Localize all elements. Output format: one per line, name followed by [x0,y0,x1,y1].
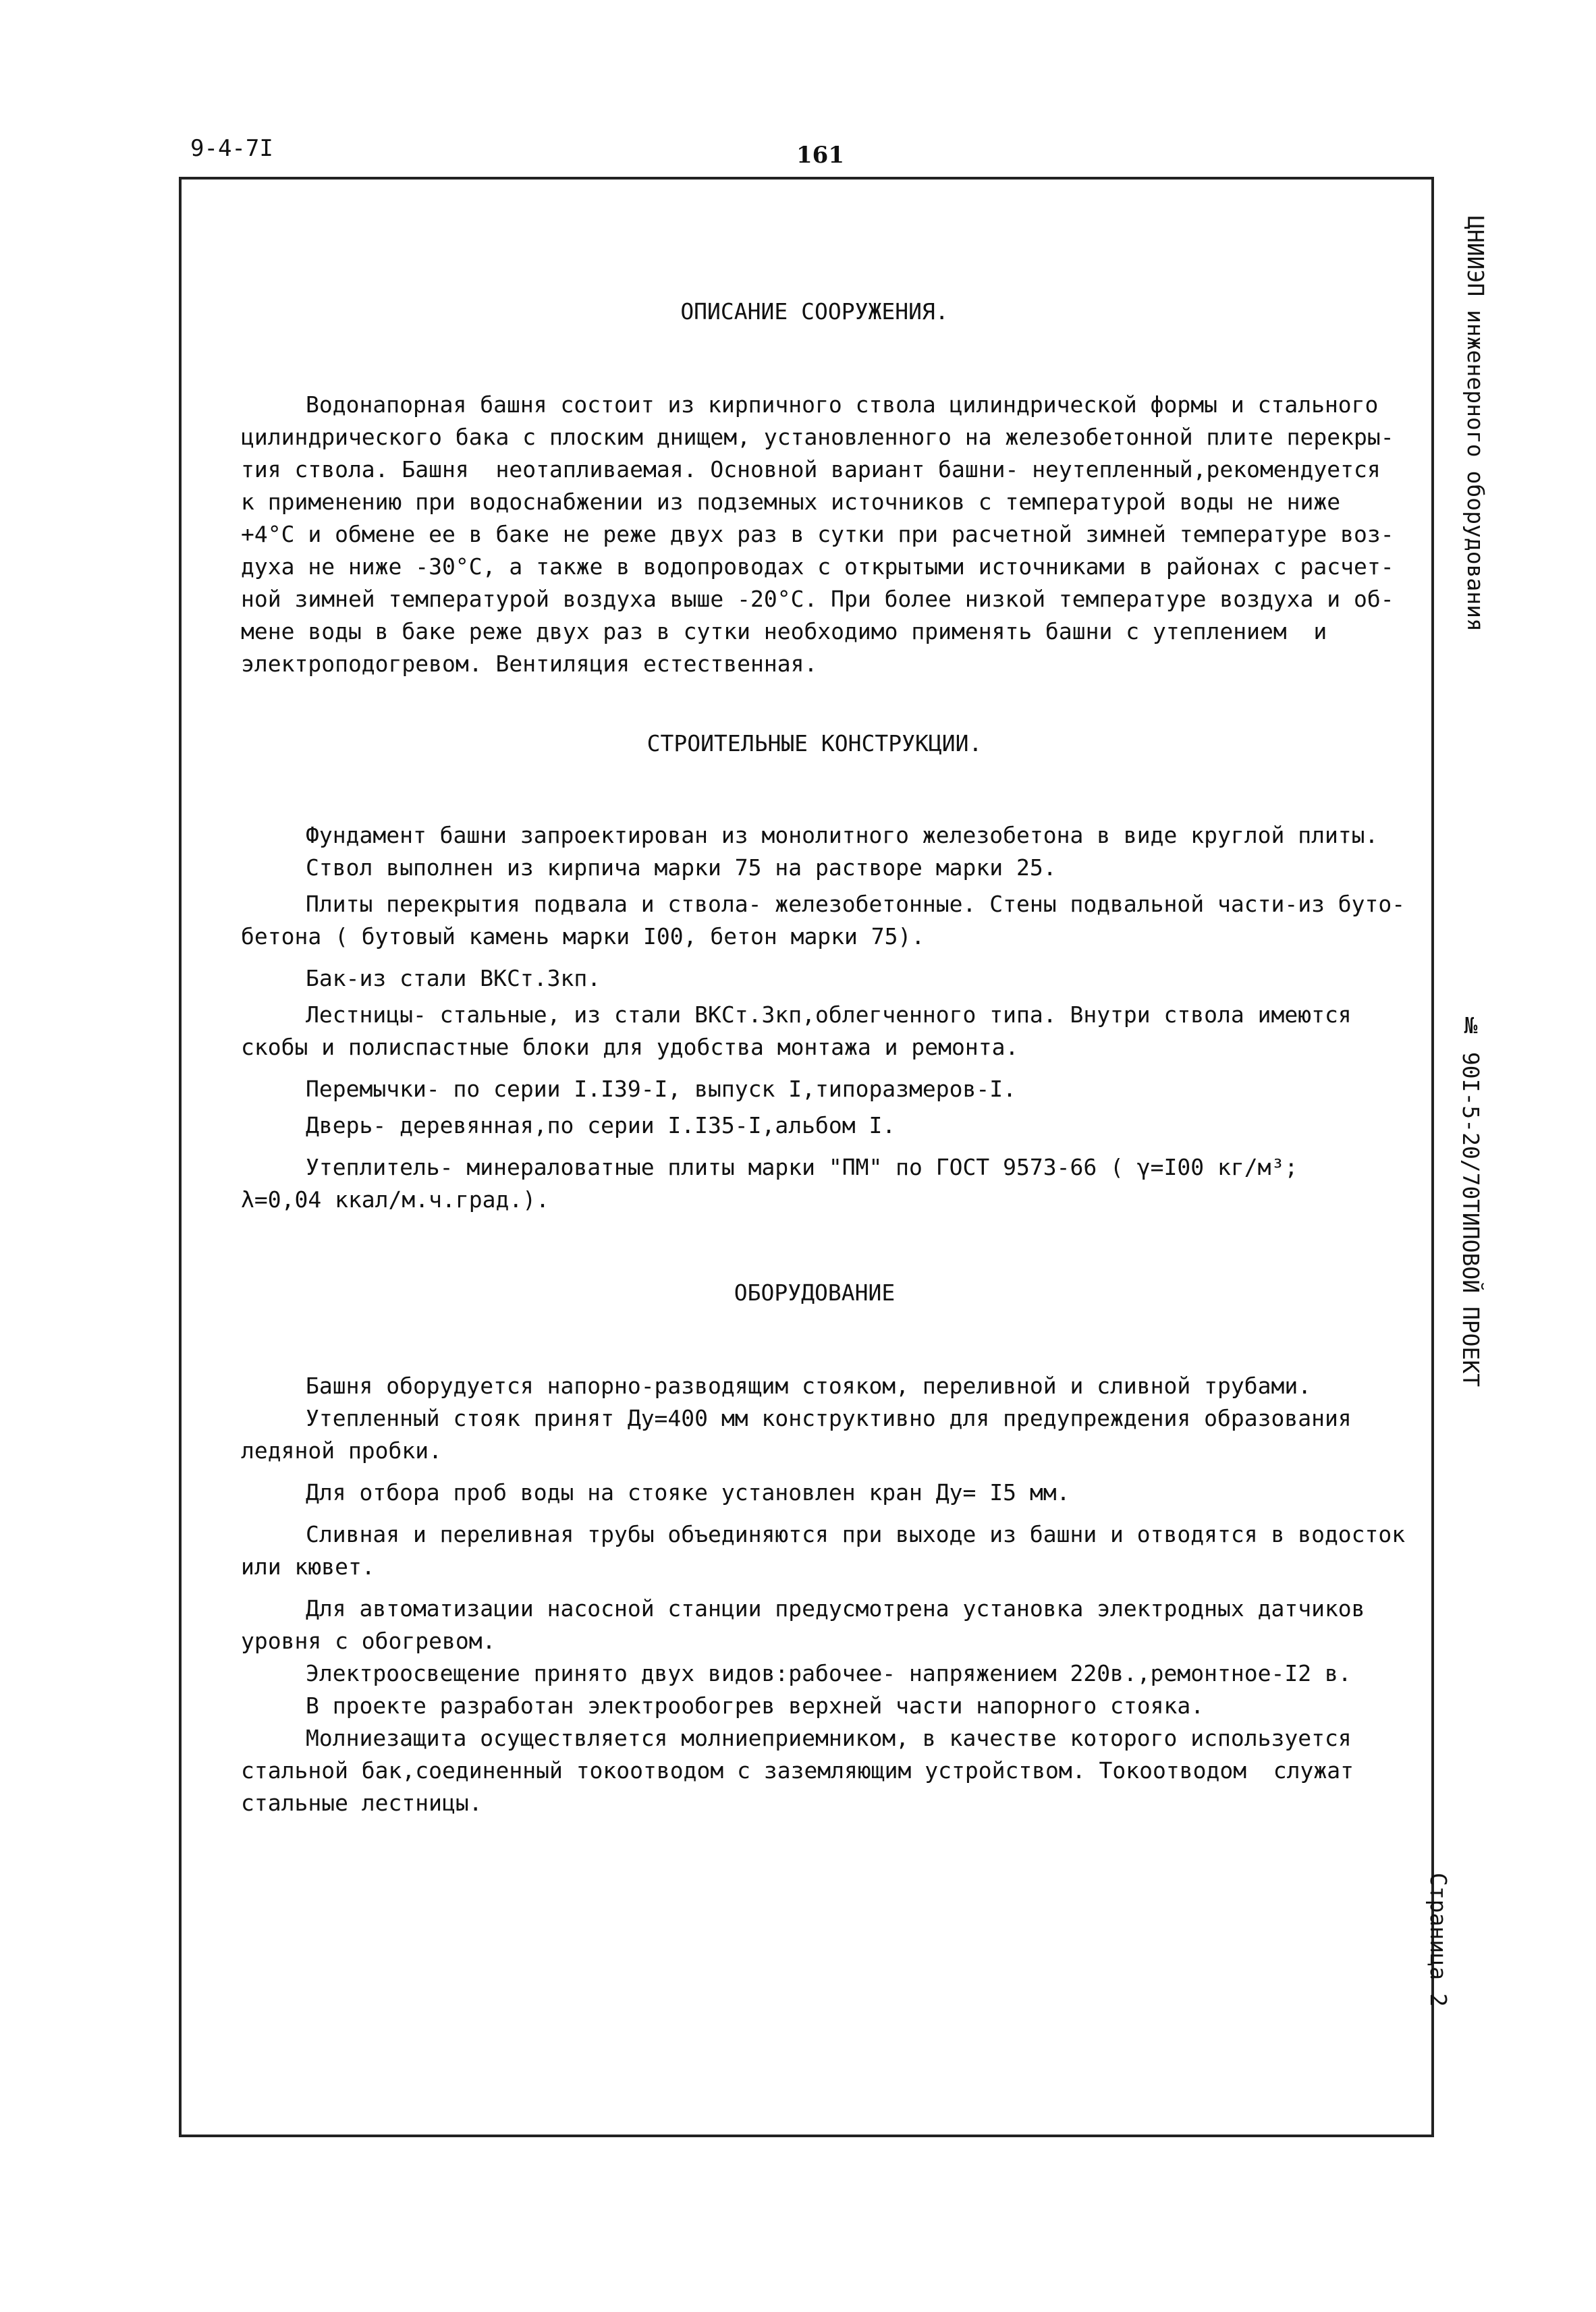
equipment-line: стальные лестницы. [241,1790,483,1816]
equipment-line: Молниезащита осуществляется молниеприемником, в качестве которого используется [306,1725,1352,1751]
description-line: к применению при водоснабжении из подземных источников с температурой воды не ниже [241,489,1341,515]
equipment-paragraphs [241,1370,1406,1819]
equipment-line: Утепленный стояк принят Ду=400 мм конструктивно для предупреждения образования [306,1405,1352,1431]
equipment-line: стальной бак,соединенный токоотводом с заземляющим устройством. Токоотводом служат [241,1757,1354,1784]
side-project-title: ТИПОВОЙ ПРОЕКТ [1458,1199,1484,1387]
side-page-label: Страница 2 [1425,1873,1452,2007]
equipment-line: Для отбора проб воды на стояке установлен кран Ду= I5 мм. [306,1479,1070,1506]
structures-paragraphs [241,819,1406,1216]
equipment-line: Башня оборудуется напорно-разводящим стояком, переливной и сливной трубами. [306,1373,1312,1399]
structures-line: Перемычки- по серии I.I39-I, выпуск I,типоразмеров-I. [306,1076,1016,1102]
structures-line: бетона ( бутовый камень марки I00, бетон марки 75). [241,923,925,949]
structures-line: Ствол выполнен из кирпича марки 75 на растворе марки 25. [306,854,1057,881]
structures-line: Фундамент башни запроектирован из монолитного железобетона в виде круглой плиты. [306,822,1379,848]
equipment-line: Для автоматизации насосной станции предусмотрена установка электродных датчиков [306,1595,1365,1622]
document-code: 9-4-7I [190,135,273,162]
section-title-description: ОПИСАНИЕ СООРУЖЕНИЯ. [680,298,949,325]
description-line: духа не ниже -30°С, а также в водопроводах с открытыми источниками в районах с расчет- [241,553,1394,580]
side-organization-label: ЦНИИЭП инженерного оборудования [1462,216,1489,632]
description-line: +4°С и обмене ее в баке не реже двух раз в сутки при расчетной зимней температуре воз- [241,521,1394,547]
structures-line: Лестницы- стальные, из стали ВКСт.3кп,облегченного типа. Внутри ствола имеются [306,1001,1352,1028]
structures-line: λ=0,04 ккал/м.ч.град.). [241,1186,549,1213]
description-line: цилиндрического бака с плоским днищем, установленного на железобетонной плите перекры- [241,424,1394,450]
side-project-label [1423,1012,1485,1387]
equipment-line: В проекте разработан электрообогрев верхней части напорного стояка. [306,1692,1205,1719]
section-title-structures: СТРОИТЕЛЬНЫЕ КОНСТРУКЦИИ. [646,730,983,756]
description-line: мене воды в баке реже двух раз в сутки необходимо применять башни с утеплением и [241,618,1327,644]
section-title-equipment: ОБОРУДОВАНИЕ [734,1279,896,1306]
structures-line: скобы и полиспастные блоки для удобства монтажа и ремонта. [241,1034,1019,1060]
description-line: тия ствола. Башня неотапливаемая. Основной вариант башни- неутепленный,рекомендуется [241,456,1381,483]
description-paragraph [241,389,1394,680]
structures-line: Утеплитель- минераловатные плиты марки "ПМ" по ГОСТ 9573-66 ( γ=I00 кг/м³; [306,1154,1298,1180]
structures-line: Бак-из стали ВКСт.3кп. [306,965,601,991]
page-content [241,180,1406,1819]
structures-line: Плиты перекрытия подвала и ствола- железобетонные. Стены подвальной части-из буто- [306,891,1406,917]
equipment-line: ледяной пробки. [241,1437,443,1464]
equipment-line: Сливная и переливная трубы объединяются при выходе из башни и отводятся в водосток [306,1521,1406,1547]
description-line: Водонапорная башня состоит из кирпичного ствола цилиндрической формы и стального [306,391,1379,418]
page-number: 161 [796,142,844,169]
page-frame [179,177,1434,2137]
structures-line: Дверь- деревянная,по серии I.I35-I,альбом I. [306,1112,896,1138]
equipment-line: или кювет. [241,1553,375,1580]
side-project-number: № 90I-5-20/70 [1458,1012,1484,1200]
description-line: электроподогревом. Вентиляция естественная. [241,651,818,677]
description-line: ной зимней температурой воздуха выше -20°С. При более низкой температуре воздуха и об- [241,586,1394,612]
equipment-line: Электроосвещение принято двух видов:рабочее- напряжением 220в.,ремонтное-I2 в. [306,1660,1352,1686]
equipment-line: уровня с обогревом. [241,1628,496,1654]
